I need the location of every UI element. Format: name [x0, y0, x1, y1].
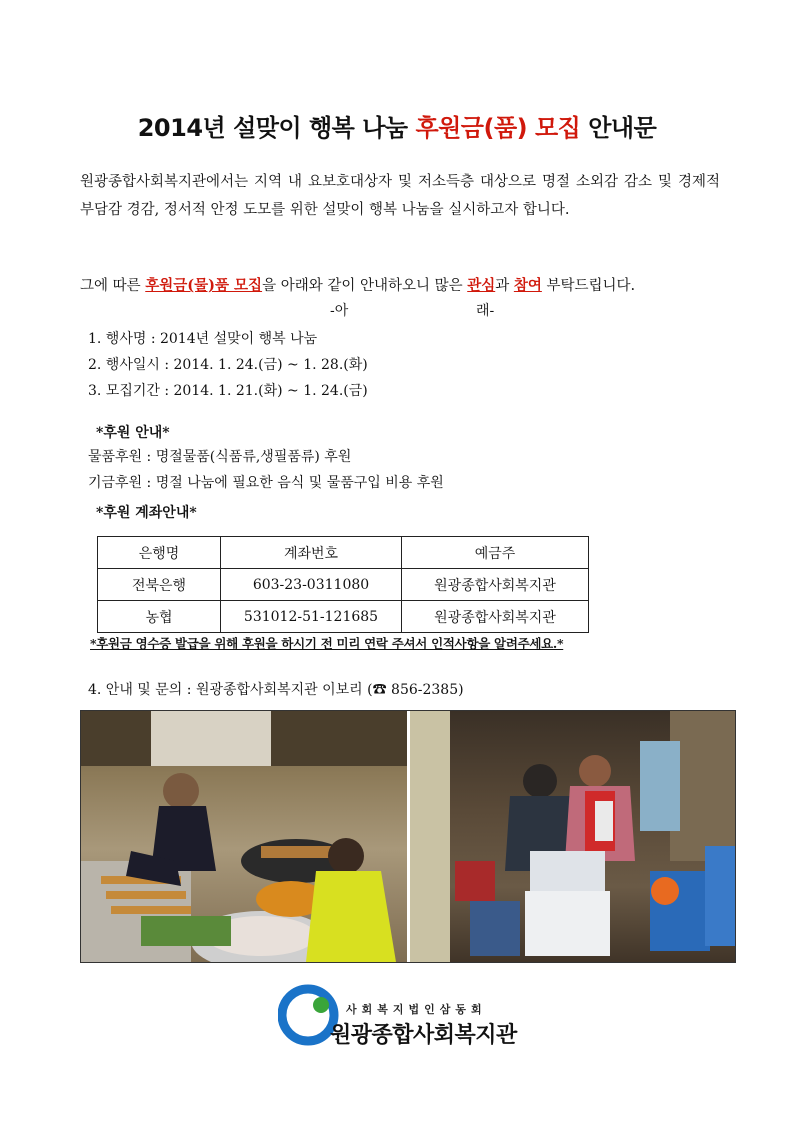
delivery-scene-image [410, 711, 735, 962]
ahrae-right: 래- [476, 303, 495, 319]
list-item: 3. 모집기간 : 2014. 1. 21.(화) ~ 1. 24.(금) [88, 383, 368, 399]
support-heading: *후원 안내* [96, 425, 170, 441]
list-item: 물품후원 : 명절물품(식품류,생필품류) 후원 [88, 449, 352, 465]
cooking-scene-image [81, 711, 407, 962]
list-item: 1. 행사명 : 2014년 설맞이 행복 나눔 [88, 331, 318, 347]
table-header: 은행명 [98, 537, 221, 569]
table-cell: 603-23-0311080 [221, 569, 402, 601]
photo-cooking [81, 711, 410, 962]
contact-info: 4. 안내 및 문의 : 원광종합사회복지관 이보리 (☎ 856-2385) [88, 682, 464, 698]
table-cell: 원광종합사회복지관 [402, 601, 589, 633]
document-title: 2014년 설맞이 행복 나눔 후원금(품) 모집 안내문 [137, 114, 657, 142]
photo-delivery [410, 711, 735, 962]
title-highlight: 후원금(품) 모집 [415, 114, 581, 142]
receipt-note: *후원금 영수증 발급을 위해 후원을 하시기 전 미리 연락 주셔서 인적사항을 알려주세요.* [90, 636, 564, 651]
table-header-row [98, 537, 589, 569]
table-cell: 전북은행 [98, 569, 221, 601]
ahrae-left: -아 [330, 303, 349, 319]
table-row [98, 569, 589, 601]
logo-subtitle: 사회복지법인삼동회 [346, 1003, 487, 1016]
request-paragraph: 그에 따른 후원금(물)품 모집을 아래와 같이 안내하오니 많은 관심과 참여 부탁드립니다. [80, 277, 636, 294]
photo-frame [80, 710, 736, 963]
logo-name: 원광종합사회복지관 [330, 1023, 517, 1048]
event-list [88, 326, 368, 404]
table-header: 예금주 [402, 537, 589, 569]
bank-account-table [97, 536, 589, 633]
table-cell: 원광종합사회복지관 [402, 569, 589, 601]
highlight-interest: 관심 [467, 277, 496, 294]
table-cell: 농협 [98, 601, 221, 633]
table-row [98, 601, 589, 633]
support-list [88, 444, 444, 496]
highlight-participation: 참여 [513, 277, 542, 294]
account-heading: *후원 계좌안내* [96, 505, 197, 521]
table-cell: 531012-51-121685 [221, 601, 402, 633]
list-item: 2. 행사일시 : 2014. 1. 24.(금) ~ 1. 28.(화) [88, 357, 368, 373]
list-item: 기금후원 : 명절 나눔에 필요한 음식 및 물품구입 비용 후원 [88, 475, 444, 491]
table-header: 계좌번호 [221, 537, 402, 569]
highlight-donation: 후원금(물)품 모집 [145, 277, 263, 294]
intro-paragraph: 원광종합사회복지관에서는 지역 내 요보호대상자 및 저소득층 대상으로 명절 소외감 감소 및 경제적 부담감 경감, 정서적 안정 도모를 위한 설맞이 행복 나눔을 실시하고자 합니다. [80, 174, 720, 218]
